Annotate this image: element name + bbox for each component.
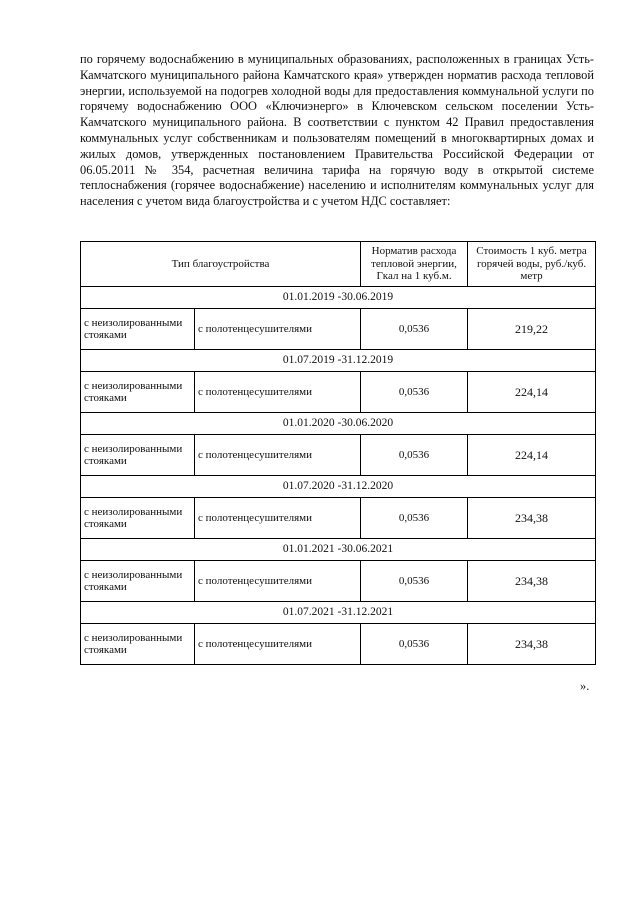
cell-towel-rail: с полотенцесушителями	[195, 561, 361, 602]
period-label: 01.01.2020 -30.06.2020	[81, 413, 596, 435]
period-label: 01.07.2020 -31.12.2020	[81, 476, 596, 498]
closing-quote-mark: ».	[580, 679, 590, 693]
cell-stoyak-type: с неизолированными стояками	[81, 561, 195, 602]
cell-norm: 0,0536	[361, 309, 468, 350]
period-label: 01.01.2019 -30.06.2019	[81, 287, 596, 309]
cell-cost: 234,38	[468, 624, 596, 665]
cell-cost: 219,22	[468, 309, 596, 350]
cell-towel-rail: с полотенцесушителями	[195, 498, 361, 539]
cell-stoyak-type: с неизолированными стояками	[81, 309, 195, 350]
period-row	[81, 476, 596, 498]
cell-towel-rail: с полотенцесушителями	[195, 309, 361, 350]
table-row	[81, 435, 596, 476]
cell-norm: 0,0536	[361, 624, 468, 665]
table-row	[81, 372, 596, 413]
period-label: 01.07.2019 -31.12.2019	[81, 350, 596, 372]
cell-norm: 0,0536	[361, 435, 468, 476]
period-label: 01.01.2021 -30.06.2021	[81, 539, 596, 561]
cell-stoyak-type: с неизолированными стояками	[81, 372, 195, 413]
cell-norm: 0,0536	[361, 372, 468, 413]
cell-norm: 0,0536	[361, 498, 468, 539]
tariff-table	[80, 241, 596, 665]
table-header-row	[81, 242, 596, 287]
table-row	[81, 561, 596, 602]
cell-stoyak-type: с неизолированными стояками	[81, 624, 195, 665]
period-row	[81, 413, 596, 435]
header-type: Тип благоустройства	[81, 242, 361, 287]
header-cost: Стоимость 1 куб. метра горячей воды, руб./куб. метр	[468, 242, 596, 287]
cell-stoyak-type: с неизолированными стояками	[81, 435, 195, 476]
cell-cost: 234,38	[468, 498, 596, 539]
table-row	[81, 624, 596, 665]
cell-towel-rail: с полотенцесушителями	[195, 624, 361, 665]
period-label: 01.07.2021 -31.12.2021	[81, 602, 596, 624]
cell-towel-rail: с полотенцесушителями	[195, 435, 361, 476]
period-row	[81, 287, 596, 309]
table-row	[81, 498, 596, 539]
table-row	[81, 309, 596, 350]
intro-paragraph: по горячему водоснабжению в муниципальных образованиях, расположенных в границах Усть-Камчатского муниципального района Камчатского края» утвержден норматив расхода тепловой энергии, используемой на подогрев холодной воды для предоставления коммунальной услуги по горячему водоснабжению ООО «Ключиэнерго» в Ключевском сельском поселении Усть-Камчатского муниципального района. В соответствии с пунктом 42 Правил предоставления коммунальных услуг собственникам и пользователям помещений в многоквартирных домах и жилых домов, утвержденных постановлением Правительства Российской Федерации от 06.05.2011 № 354, расчетная величина тарифа на горячую воду в открытой системе теплоснабжения (горячее водоснабжение) населению и исполнителям коммунальных услуг для населения с учетом вида благоустройства и с учетом НДС составляет:	[80, 52, 594, 209]
cell-stoyak-type: с неизолированными стояками	[81, 498, 195, 539]
cell-norm: 0,0536	[361, 561, 468, 602]
period-row	[81, 539, 596, 561]
tariff-table-body	[81, 242, 596, 665]
period-row	[81, 602, 596, 624]
header-norm: Норматив расхода тепловой энергии, Гкал на 1 куб.м.	[361, 242, 468, 287]
cell-cost: 224,14	[468, 372, 596, 413]
cell-cost: 224,14	[468, 435, 596, 476]
cell-cost: 234,38	[468, 561, 596, 602]
cell-towel-rail: с полотенцесушителями	[195, 372, 361, 413]
period-row	[81, 350, 596, 372]
